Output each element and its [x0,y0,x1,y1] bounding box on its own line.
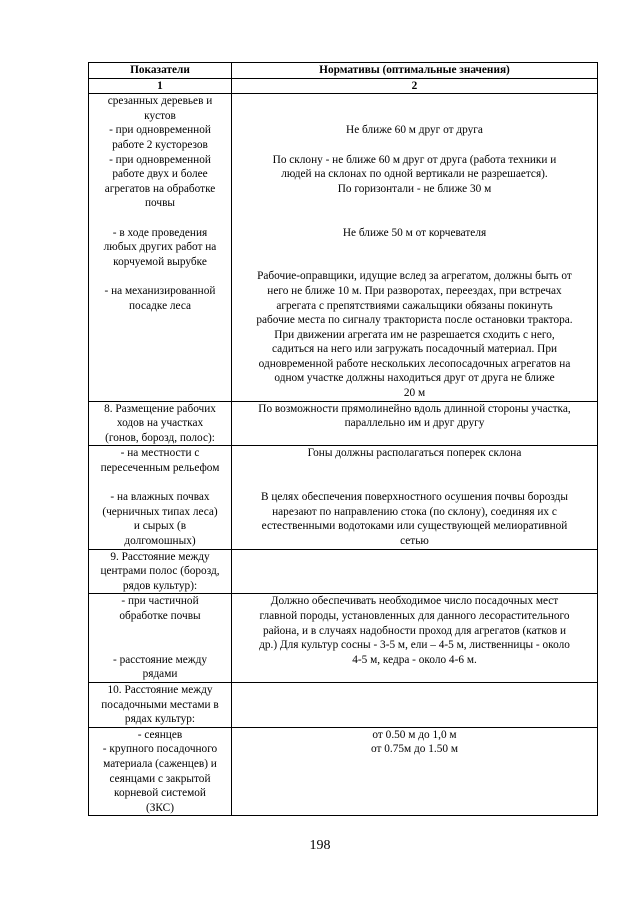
cell-line: В целях обеспечения поверхностного осушения почвы борозды [261,491,568,504]
cell-line: кустов [144,109,176,122]
indicator-cell [89,594,232,683]
cell-line: обработке почвы [119,609,201,622]
cell-line: агрегата с препятствиями сажальщики обязаны покинуть [276,299,553,312]
cell-line [234,196,595,211]
column-header-standards: Нормативы (оптимальные значения) [232,63,598,79]
cell-line: почвы [144,197,175,210]
standard-cell [232,594,598,683]
cell-line: сеянцами с закрытой [109,772,211,785]
cell-line [234,211,595,226]
cell-line: - на механизированной [104,284,216,297]
cell-line: (черничных типах леса) [102,505,218,518]
column-number-2: 2 [232,78,598,94]
column-header-indicators: Показатели [89,63,232,79]
cell-line: одном участке должны находиться друг от друга не ближе [274,372,555,385]
cell-line: Гоны должны располагаться поперек склона [307,447,522,460]
column-number-1: 1 [89,78,232,94]
cell-line: материала (саженцев) и [103,757,217,770]
cell-line [234,109,595,124]
indicator-cell [89,446,232,549]
standards-table [88,62,598,816]
cell-line [91,476,229,491]
cell-line: ходов на участках [116,417,204,430]
cell-line [91,624,229,639]
cell-line: срезанных деревьев и [107,95,213,108]
cell-line: естественными водотоками или существующей мелиоративной [261,520,568,533]
table-row [89,401,598,446]
cell-line [91,211,229,226]
table-row [89,682,598,727]
cell-line [234,138,595,153]
cell-line: - на влажных почвах [110,491,210,504]
cell-line: При движении агрегата им не разрешается сходить с него, [274,328,555,341]
cell-line: посадке леса [128,299,192,312]
cell-line: 8. Размещение рабочих [104,402,216,415]
indicator-cell [89,549,232,594]
cell-line: посадочными местами в [101,698,219,711]
cell-line: 20 м [403,387,426,400]
cell-line: от 0.75м до 1.50 м [371,743,458,756]
cell-line [234,476,595,491]
cell-line: центрами полос (борозд, [100,565,220,578]
cell-line: 4-5 м, кедра - около 4-6 м. [352,653,477,666]
standard-cell [232,727,598,816]
cell-line: (гонов, борозд, полос): [105,431,215,444]
cell-line: 10. Расстояние между [107,683,213,696]
cell-line: - на местности с [120,447,200,460]
page-number: 198 [309,838,331,853]
cell-line: нарезают по направлению стока (по склону), соединяя их с [272,505,557,518]
cell-line [234,255,595,270]
cell-line: сетью [400,535,429,547]
table-row [89,594,598,683]
cell-line: рядах культур: [124,713,196,726]
cell-line: - при одновременной [109,124,211,137]
cell-line: Не ближе 60 м друг от друга [346,124,483,137]
cell-line: работе 2 кусторезов [112,138,208,151]
cell-line [234,240,595,255]
cell-line: любых других работ на [103,241,217,254]
cell-line: рядами [142,668,178,681]
cell-line: - крупного посадочного [102,743,218,756]
standard-cell [232,401,598,446]
table-row [89,446,598,549]
standard-cell [232,682,598,727]
indicator-cell [89,401,232,446]
indicator-cell [89,727,232,816]
table-number-row [89,78,598,94]
cell-line: пересеченным рельефом [100,462,220,475]
cell-line [91,638,229,653]
cell-line: Рабочие-оправщики, идущие вслед за агрегатом, должны быть от [257,270,572,283]
cell-line: него не ближе 10 м. При разворотах, переездах, при встречах [267,284,562,297]
cell-line: др.) Для культур сосны - 3-5 м, ели – 4-5 м, лиственницы - около [259,639,570,652]
cell-line [234,94,595,109]
cell-line: - в ходе проведения [112,226,208,239]
cell-line: - сеянцев [137,728,183,741]
cell-line: корчуемой вырубке [113,255,207,268]
cell-line: людей на склонах по одной вертикали не разрешается). [281,168,548,181]
indicator-cell [89,682,232,727]
table-row [89,94,598,401]
cell-line: По склону - не ближе 60 м друг от друга (работа техники и [272,153,557,166]
cell-line: По горизонтали - не ближе 30 м [337,182,492,195]
cell-line: рядов культур): [122,579,198,592]
cell-line: Должно обеспечивать необходимое число посадочных мест [270,595,559,608]
cell-line: района, и в случаях надобности проход для агрегатов (катков и [262,624,567,637]
cell-line: рабочие места по сигналу тракториста после остановки трактора. [256,314,573,327]
standard-cell [232,94,598,401]
cell-line [91,269,229,284]
table-row [89,549,598,594]
cell-line: корневой системой [114,787,206,800]
table-row [89,727,598,816]
cell-line [234,461,595,476]
cell-line: долгомошных) [124,535,196,547]
cell-line: - расстояние между [113,653,207,666]
cell-line: - при частичной [121,595,199,608]
cell-line: работе двух и более [112,168,208,181]
cell-line: 9. Расстояние между [110,550,210,563]
cell-line: агрегатов на обработке [104,182,216,195]
cell-line: одновременной работе нескольких лесопосадочных агрегатов на [258,357,571,370]
cell-line: Не ближе 50 м от корчевателя [342,226,487,239]
standard-cell [232,549,598,594]
cell-line: главной породы, установленных для данного лесорастительного [259,609,570,622]
cell-line: - при одновременной [109,153,211,166]
cell-line: и сырых (в [133,520,187,533]
indicator-cell [89,94,232,401]
cell-line: параллельно им и друг другу [344,417,485,430]
cell-line: (ЗКС) [146,801,174,814]
cell-line: от 0.50 м до 1,0 м [372,728,457,741]
standard-cell [232,446,598,549]
table-header-row [89,63,598,79]
cell-line: садиться на него или загружать посадочный материал. При [271,343,558,356]
cell-line: По возможности прямолинейно вдоль длинной стороны участка, [258,402,571,415]
